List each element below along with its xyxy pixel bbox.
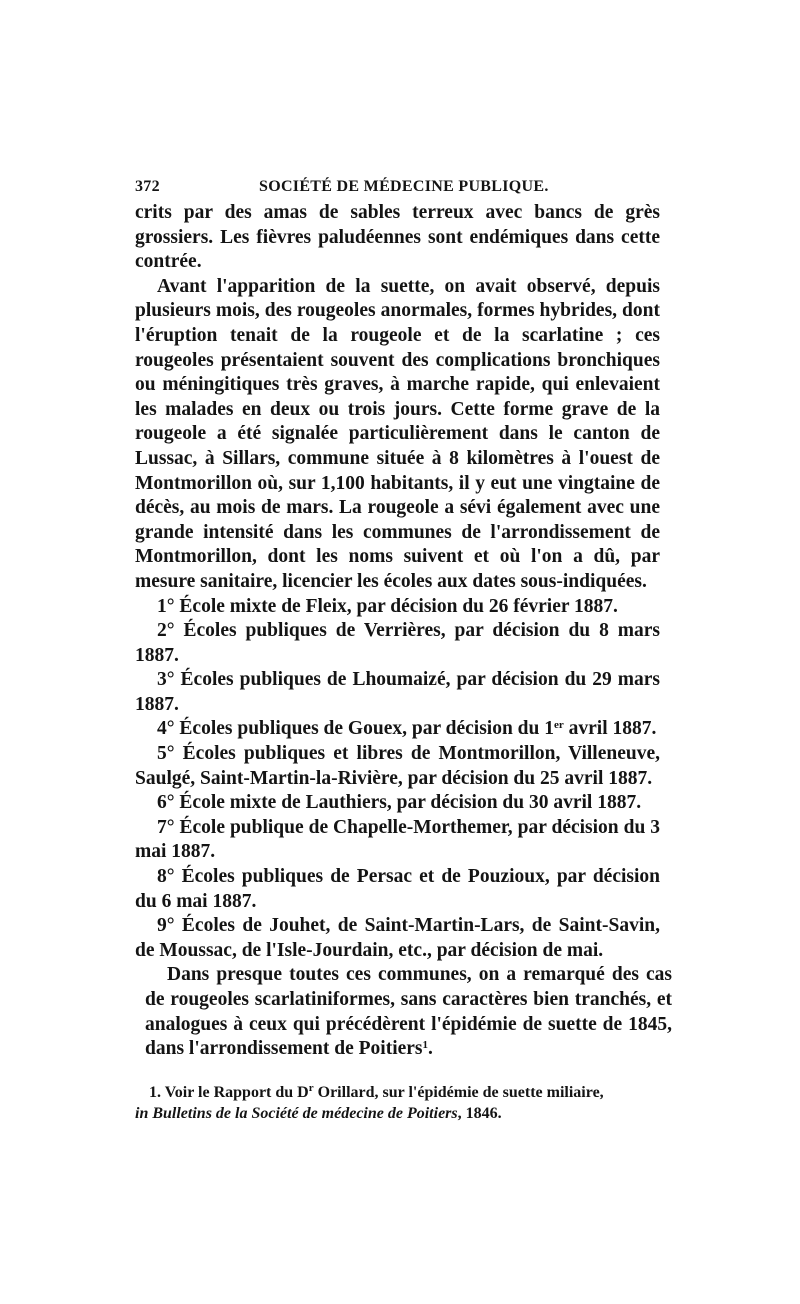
paragraph-final-text: Dans presque toutes ces communes, on a remarqué des cas de rougeoles scarlatiniformes, sans caractères bien tranchés, et analogues à ceux qui précédèrent l'épidémie de suette de 1845, dans l'arrondissement de Poitiers	[145, 964, 672, 1060]
page-number: 372	[135, 178, 160, 195]
footnote-title-superscript: r	[308, 1082, 314, 1094]
list-item-5: 5° Écoles publiques et libres de Montmorillon, Villeneuve, Saulgé, Saint-Martin-la-Rivière, par décision du 25 avril 1887.	[135, 743, 660, 789]
list-item-1: 1° École mixte de Fleix, par décision du 26 février 1887.	[157, 595, 618, 617]
paragraph-final	[145, 963, 672, 1061]
footnote-source: in Bulletins de la Société de médecine de Poitiers	[135, 1105, 458, 1122]
list-item-6: 6° École mixte de Lauthiers, par décision du 30 avril 1887.	[157, 792, 642, 814]
ordinal-superscript: er	[553, 719, 564, 732]
paragraph-final-end: .	[428, 1038, 433, 1060]
running-title: SOCIÉTÉ DE MÉDECINE PUBLIQUE.	[259, 178, 549, 195]
footnote-reference: 1	[422, 1039, 429, 1052]
list-item-2: 2° Écoles publiques de Verrières, par décision du 8 mars 1887.	[135, 620, 660, 666]
paragraph-continued: crits par des amas de sables terreux avec bancs de grès grossiers. Les fièvres paludéennes sont endémiques dans cette contrée.	[135, 202, 660, 273]
list-item-4-text: 4° Écoles publiques de Gouex, par décision du 1	[157, 718, 554, 740]
list-item-4	[135, 717, 660, 742]
footnote-year: , 1846.	[457, 1105, 502, 1122]
list-item-7: 7° École publique de Chapelle-Morthemer, par décision du 3 mai 1887.	[135, 816, 660, 863]
footnote-text: 1. Voir le Rapport du D	[149, 1084, 309, 1101]
footnote-source-line	[135, 1103, 660, 1124]
list-item-3: 3° Écoles publiques de Lhoumaizé, par décision du 29 mars 1887.	[135, 669, 660, 715]
paragraph-rougeoles: Avant l'apparition de la suette, on avait observé, depuis plusieurs mois, des rougeoles anormales, formes hybrides, dont l'éruption tenait de la rougeole et de la scarlatine ; ces rougeoles présentaient souvent des complications bronchiques ou méningitiques très graves, à marche rapide, qui enlevaient les malades en deux ou trois jours. Cette forme grave de la rougeole a été signalée particulièrement dans le canton de Lussac, à Sillars, commune située à 8 kilomètres à l'ouest de Montmorillon où, sur 1,100 habitants, il y eut une vingtaine de décès, au mois de mars. La rougeole a sévi également avec une grande intensité dans les communes de l'arrondissement de Montmorillon, dont les noms suivent et où l'on a dû, par mesure sanitaire, licencier les écoles aux dates sous-indiquées.	[135, 275, 660, 592]
footnote	[135, 1082, 660, 1124]
list-item-9: 9° Écoles de Jouhet, de Saint-Martin-Lars, de Saint-Savin, de Moussac, de l'Isle-Jourdain, etc., par décision de mai.	[135, 915, 660, 961]
page-header	[135, 178, 660, 200]
main-text	[135, 201, 672, 1062]
footnote-text-cont: Orillard, sur l'épidémie de suette miliaire,	[313, 1084, 604, 1101]
list-item-4-date: avril 1887.	[563, 718, 657, 740]
list-item-8: 8° Écoles publiques de Persac et de Pouzioux, par décision du 6 mai 1887.	[135, 866, 660, 912]
footnote-line	[135, 1082, 660, 1103]
